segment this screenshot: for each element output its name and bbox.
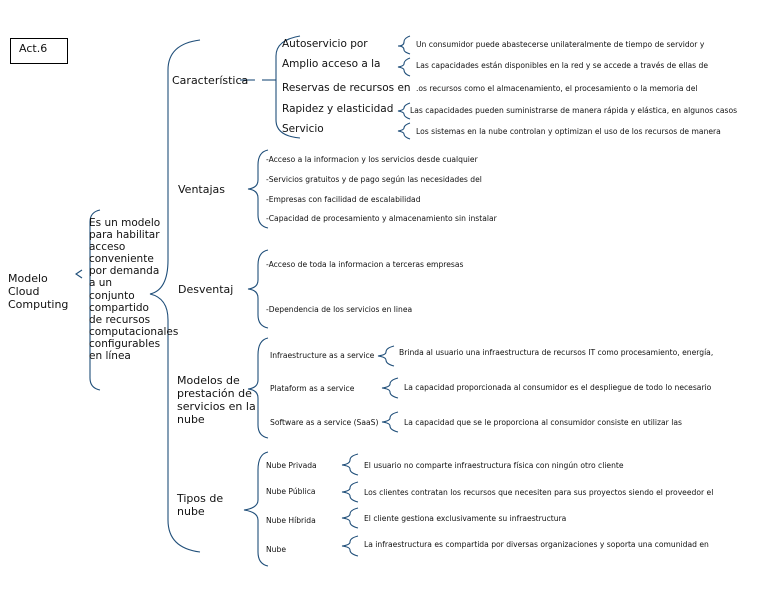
section-tipos-title: Tipos de nube: [177, 492, 224, 518]
tipos-item-label: Nube Privada: [266, 461, 317, 470]
desventajas-item: -Acceso de toda la informacion a terceras empresas: [266, 260, 464, 269]
section-caracteristica-title: Característica: [172, 74, 249, 87]
modelos-item-desc: Brinda al usuario una infraestructura de recursos IT como procesamiento, energía,: [399, 348, 714, 357]
caracteristica-item-label: Autoservicio por: [282, 38, 368, 50]
caracteristica-item-label: Rapidez y elasticidad: [282, 103, 394, 115]
tipos-item-label: Nube Pública: [266, 487, 316, 496]
tipos-item-label: Nube: [266, 545, 286, 554]
ventajas-item: -Acceso a la informacion y los servicios desde cualquier: [266, 155, 478, 164]
modelos-item-label: Plataform as a service: [270, 384, 355, 393]
caracteristica-item-label: Amplio acceso a la: [282, 58, 381, 70]
caracteristica-item-desc: Las capacidades pueden suministrarse de manera rápida y elástica, en algunos casos: [410, 106, 738, 115]
section-ventajas-title: Ventajas: [178, 183, 225, 196]
ventajas-item: -Capacidad de procesamiento y almacenamiento sin instalar: [266, 214, 497, 223]
caracteristica-item-desc: Las capacidades están disponibles en la red y se accede a través de ellas de: [416, 61, 709, 70]
modelos-item-label: Infraestructure as a service: [270, 351, 375, 360]
modelos-item-desc: La capacidad proporcionada al consumidor es el despliegue de todo lo necesario: [404, 383, 712, 392]
modelos-item-desc: La capacidad que se le proporciona al consumidor consiste en utilizar las: [404, 418, 682, 427]
activity-label: Act.6: [10, 38, 68, 64]
desventajas-item: -Dependencia de los servicios en linea: [266, 305, 413, 314]
caracteristica-item-label: Servicio: [282, 123, 324, 135]
tipos-item-desc: El cliente gestiona exclusivamente su infraestructura: [364, 514, 567, 523]
tipos-item-desc: El usuario no comparte infraestructura física con ningún otro cliente: [364, 461, 624, 470]
caracteristica-item-desc: Los sistemas en la nube controlan y optimizan el uso de los recursos de manera: [416, 127, 721, 136]
root-title: Modelo Cloud Computing: [8, 272, 69, 311]
ventajas-item: -Servicios gratuitos y de pago según las necesidades del: [266, 175, 482, 184]
tipos-item-desc: La infraestructura es compartida por diversas organizaciones y soporta una comunidad en: [364, 540, 709, 549]
caracteristica-item-desc: .os recursos como el almacenamiento, el procesamiento o la memoria del: [416, 84, 698, 93]
modelos-item-label: Software as a service (SaaS): [270, 418, 379, 427]
definition-text: Es un modelo para habilitar acceso conveniente por demanda a un conjunto compartido de recursos computacionales configurables en línea: [89, 217, 179, 363]
caracteristica-item-desc: Un consumidor puede abastecerse unilateralmente de tiempo de servidor y: [416, 40, 705, 49]
ventajas-item: -Empresas con facilidad de escalabilidad: [266, 195, 421, 204]
tipos-item-label: Nube Híbrida: [266, 516, 316, 525]
section-desventajas-title: Desventaj: [178, 283, 234, 296]
section-modelos-title: Modelos de prestación de servicios en la nube: [177, 374, 256, 426]
caracteristica-item-label: Reservas de recursos en: [282, 82, 411, 94]
tipos-item-desc: Los clientes contratan los recursos que necesiten para sus proyectos siendo el proveedor el: [364, 488, 714, 497]
